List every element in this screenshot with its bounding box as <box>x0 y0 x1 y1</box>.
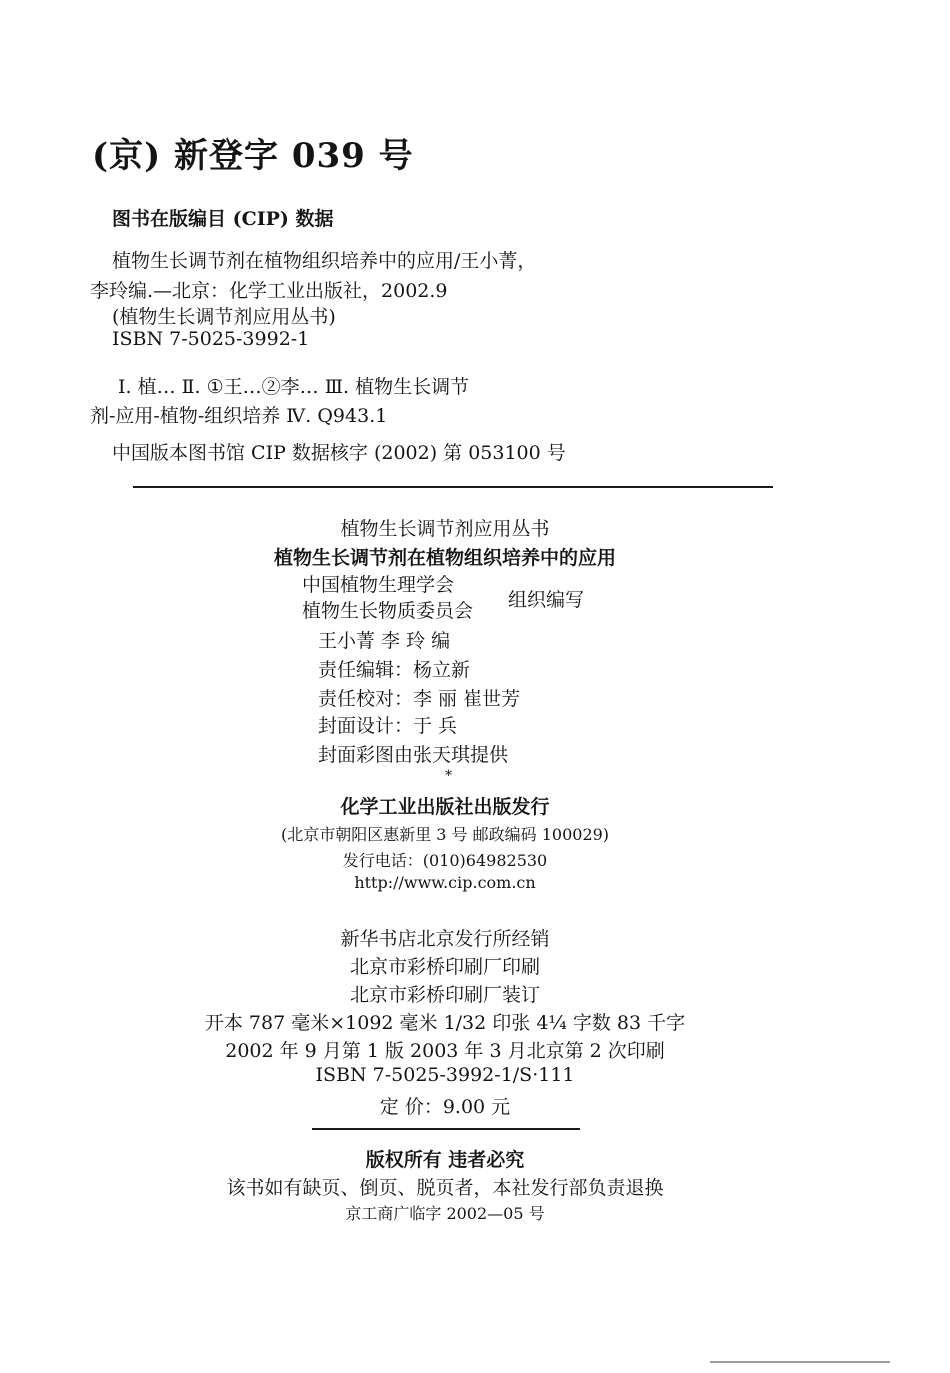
cover-photo-credit: 封面彩图由张天琪提供 <box>318 744 509 766</box>
cip-line-1: 植物生长调节剂在植物组织培养中的应用/王小菁， <box>112 250 537 272</box>
format-info: 开本 787 毫米×1092 毫米 1/32 印张 4¼ 字数 83 千字 <box>204 1012 686 1034</box>
edition-info: 2002 年 9 月第 1 版 2003 年 3 月北京第 2 次印刷 <box>225 1040 665 1062</box>
price: 定 价：9.00 元 <box>379 1096 511 1118</box>
organizer-1: 中国植物生理学会 <box>302 574 455 596</box>
organizer-2: 植物生长物质委员会 <box>302 600 474 622</box>
cip-line-2: 李玲编.—北京：化学工业出版社，2002.9 <box>90 280 448 302</box>
proofreader: 责任校对：李 丽 崔世芳 <box>318 688 521 710</box>
cip-heading: 图书在版编目 (CIP) 数据 <box>112 208 334 230</box>
publisher-phone: 发行电话：(010)64982530 <box>342 851 548 870</box>
editor: 责任编辑：杨立新 <box>318 659 471 681</box>
organizer-block <box>302 572 473 624</box>
series-title: 植物生长调节剂应用丛书 <box>340 518 550 540</box>
authors: 王小菁 李 玲 编 <box>318 630 451 652</box>
star-separator: * <box>445 768 452 784</box>
return-policy: 该书如有缺页、倒页、脱页者，本社发行部负责退换 <box>226 1177 664 1199</box>
publisher-name: 化学工业出版社出版发行 <box>340 796 550 818</box>
binder: 北京市彩桥印刷厂装订 <box>349 984 540 1006</box>
cip-line-7: 中国版本图书馆 CIP 数据核字 (2002) 第 053100 号 <box>112 442 566 464</box>
publisher-address: (北京市朝阳区惠新里 3 号 邮政编码 100029) <box>280 825 610 844</box>
divider-bottom <box>312 1128 580 1130</box>
printer: 北京市彩桥印刷厂印刷 <box>349 956 540 978</box>
cover-designer: 封面设计：于 兵 <box>318 715 458 737</box>
registration-number: (京) 新登字 039 号 <box>92 136 414 176</box>
distributor: 新华书店北京发行所经销 <box>340 928 550 950</box>
cip-line-4: ISBN 7-5025-3992-1 <box>112 328 310 350</box>
advertising-license: 京工商广临字 2002—05 号 <box>345 1204 545 1223</box>
divider-top <box>133 486 773 488</box>
cip-line-5: Ⅰ. 植… Ⅱ. ①王…②李… Ⅲ. 植物生长调节 <box>118 376 470 398</box>
rights-notice: 版权所有 违者必究 <box>365 1149 525 1171</box>
scan-artifact-line <box>710 1361 890 1363</box>
isbn-classification: ISBN 7-5025-3992-1/S·111 <box>315 1064 575 1086</box>
cip-line-3: (植物生长调节剂应用丛书) <box>112 306 336 328</box>
book-title: 植物生长调节剂在植物组织培养中的应用 <box>273 547 616 569</box>
publisher-website: http://www.cip.com.cn <box>354 873 536 892</box>
cip-line-6: 剂-应用-植物-组织培养 Ⅳ. Q943.1 <box>90 405 388 427</box>
organizer-role: 组织编写 <box>508 589 585 611</box>
